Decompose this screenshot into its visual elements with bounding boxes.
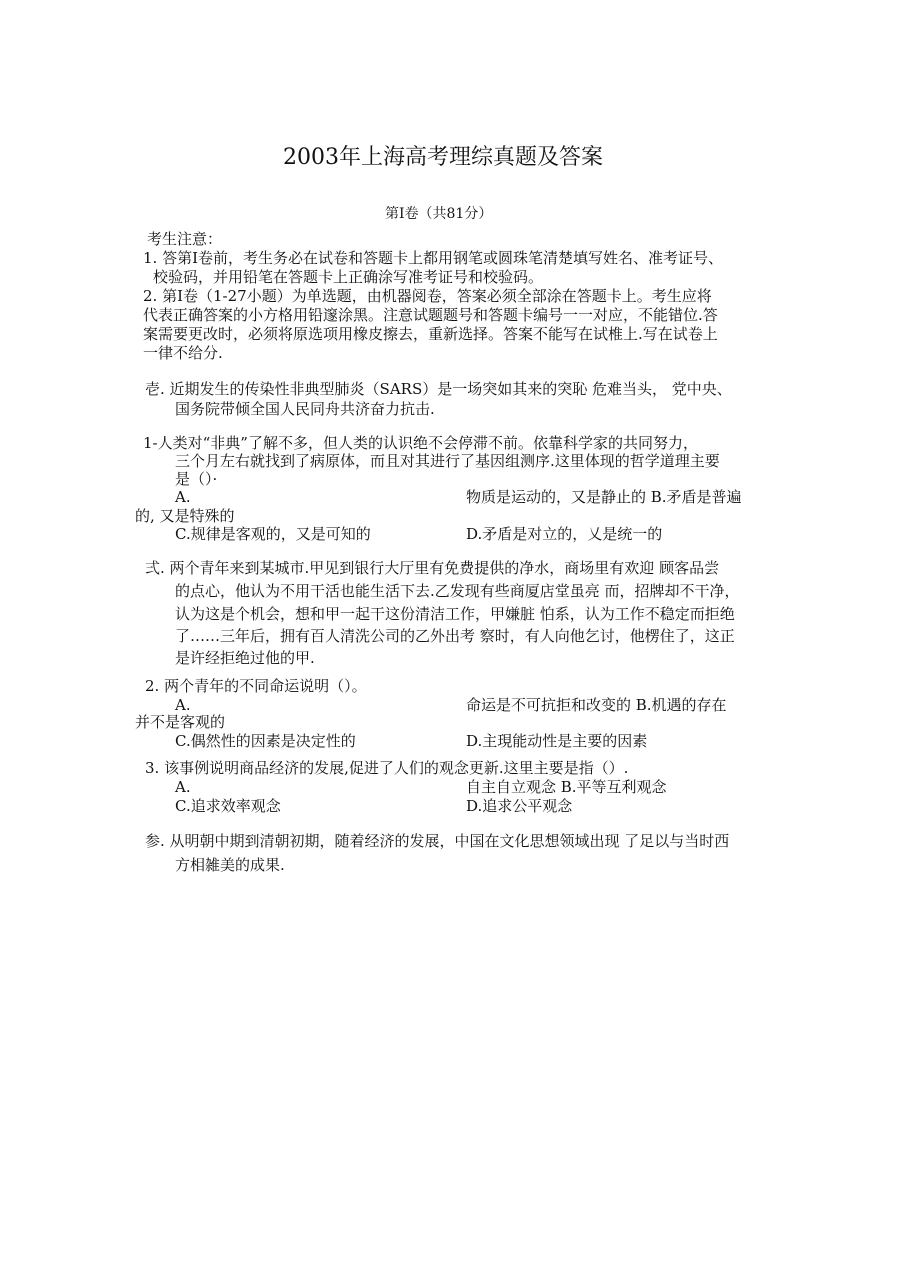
q3-option-a-text: 自主自立观念 B.平等互利观念 [466, 778, 667, 796]
passage2-line2: 的点心，他认为不用干活也能生活下去.乙发现有些商厦店堂虽亮 而，招牌却不干净， [175, 582, 740, 600]
q3-option-c: C.追求效率观念 [175, 797, 281, 815]
q3-option-a-label: A. [175, 778, 191, 796]
q1-stem-line2: 三个月左右就找到了病原体，而且对其进行了基因组测序.这里体现的哲学道理主要 [175, 452, 720, 470]
q1-option-a-label: A. [175, 488, 191, 506]
q2-stem: 2. 两个青年的不同命运说明（）。 [145, 677, 367, 695]
q1-stem-line1: 1-人类对“非典”了解不多，但人类的认识绝不会停滞不前。依靠科学家的共同努力， [143, 434, 698, 452]
passage2-line5: 是许经拒绝过他的甲. [175, 649, 315, 667]
q1-option-d: D.矛盾是对立的，乂是统一的 [466, 525, 663, 543]
passage1-line1: 壱. 近期发生的传染性非典型肺炎（SARS）是一场突如其来的突恥 危难当头， 党中央、 [145, 380, 732, 398]
q1-stem-line3: 是（）· [175, 470, 218, 488]
notice-item2-line4: 一律不给分. [143, 344, 223, 362]
notice-item2-line2: 代表正确答案的小方格用铅邃涂黑。注意试题题号和答题卡编号一一对应，不能错位.答 [143, 306, 718, 324]
notice-item1-line2: 校验码，并用铅笔在答题卡上正确涂写准考证号和校验码。 [153, 268, 544, 286]
q3-option-d: D.追求公平观念 [466, 797, 573, 815]
passage1-line2: 国务院带倾全国人民同舟共济奋力抗击. [175, 400, 435, 418]
q2-option-b-continued: 并不是客观的 [135, 713, 226, 731]
q1-option-b-continued: 的, 又是特殊的 [135, 507, 235, 525]
q2-option-a-text: 命运是不可抗拒和改变的 B.机遇的存在 [466, 696, 727, 714]
notice-item1-line1: 1. 答第I卷前，考生务必在试卷和答题卡上都用钢笔或圆珠笔清楚填写姓名、准考证号、 [143, 249, 724, 267]
passage3-line2: 方相雑美的成果. [175, 856, 285, 874]
q2-option-a-label: A. [175, 696, 191, 714]
document-title: 2003年上海高考理综真题及答案 [283, 145, 603, 170]
q3-stem: 3. 该事例说明商品经济的发展,促进了人们的观念更新.这里主要是指（）. [145, 759, 629, 777]
q1-option-c: C.规律是客观的，又是可知的 [175, 525, 371, 543]
passage2-line4: 了……三年后，拥有百人清洗公司的乙外出考 察时，有人向他乞讨，他楞住了，这正 [175, 627, 735, 645]
notice-heading: 考生注意： [147, 230, 223, 248]
q2-option-c: C.偶然性的因素是决定性的 [175, 732, 356, 750]
notice-item2-line3: 案需要更改时，必须将原选项用橡皮擦去，重新选择。答案不能写在试椎上.写在试卷上 [143, 325, 718, 343]
passage2-line3: 认为这是个机会，想和甲一起干这份清洁工作，甲嫌脏 怕系，认为工作不稳定而拒绝 [175, 605, 735, 623]
q2-option-d: D.主現能动性是主要的因素 [466, 732, 648, 750]
section-heading: 第I卷（共81分） [385, 206, 493, 222]
passage3-line1: 参. 从明朝中期到清朝初期，随着经济的发展，中国在文化思想领域出现 了足以与当时西 [145, 832, 730, 850]
notice-item2-line1: 2. 第I卷（1-27小题）为单选题，由机器阅卷，答案必须全部涂在答题卡上。考生应将 [143, 287, 712, 305]
passage2-line1: 弍. 两个青年来到某城市.甲见到银行大厅里有免费提供的净水，商场里有欢迎 顾客品尝 [145, 559, 720, 577]
q1-option-a-text: 物质是运动的，又是静止的 B.矛盾是普遍 [466, 488, 742, 506]
